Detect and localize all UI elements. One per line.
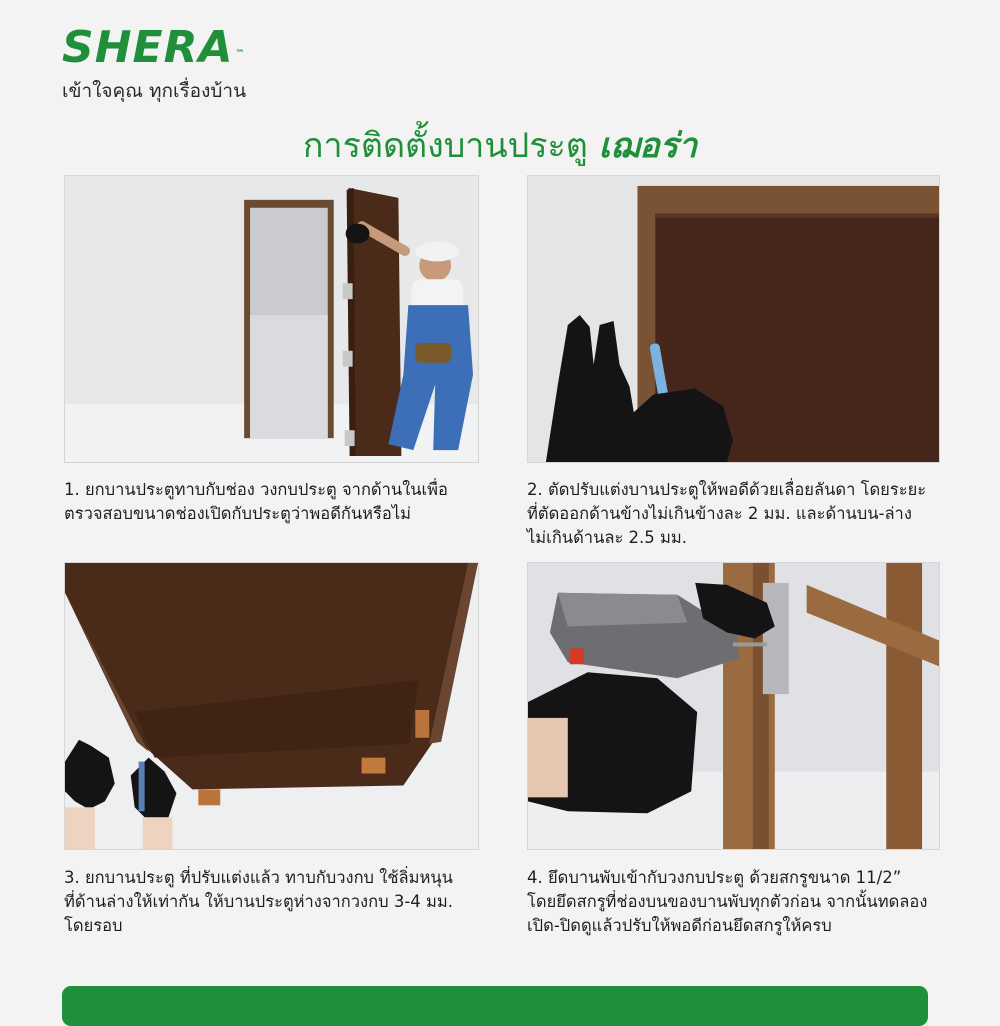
step-4-line-1: 4. ยึดบานพับเข้ากับวงกบประตู ด้วยสกรูขนาด 11/2” — [527, 868, 902, 887]
step-2-line-3: ไม่เกินด้านละ 2.5 มม. — [527, 528, 688, 547]
step-3-line-1: 3. ยกบานประตู ที่ปรับแต่งแล้ว ทาบกับวงกบ ใช้ลิ่มหนุน — [64, 868, 453, 887]
shera-logo — [62, 22, 246, 74]
trademark-mark: ™ — [235, 49, 246, 59]
brand-tagline: เข้าใจคุณ ทุกเรื่องบ้าน — [62, 80, 247, 102]
step-1-illustration — [64, 175, 479, 463]
step-2-line-1: 2. ตัดปรับแต่งบานประตูให้พอดีด้วยเลื่อยลันดา โดยระยะ — [527, 480, 927, 499]
step-3-caption — [64, 866, 484, 938]
step-3-line-3: โดยรอบ — [64, 916, 123, 935]
step-2-line-2: ที่ตัดออกด้านข้างไม่เกินข้างละ 2 มม. และด้านบน-ล่าง — [527, 504, 912, 523]
title-emphasis: เฌอร่า — [598, 126, 698, 166]
step-4-illustration — [527, 562, 940, 850]
step-1-line-1: 1. ยกบานประตูทาบกับช่อง วงกบประตู จากด้านในเพื่อ — [64, 480, 448, 499]
brand-header — [62, 22, 246, 106]
title-main: การติดตั้งบานประตู — [302, 126, 588, 166]
logo-text: SHERA — [62, 22, 234, 73]
step-2-caption — [527, 478, 947, 550]
step-2-illustration — [527, 175, 940, 463]
step-4-line-2: โดยยึดสกรูที่ช่องบนของบานพับทุกตัวก่อน จากนั้นทดลอง — [527, 892, 928, 911]
step-4-caption — [527, 866, 947, 938]
footer-bar — [62, 986, 928, 1026]
step-3-line-2: ที่ด้านล่างให้เท่ากัน ให้บานประตูห่างจากวงกบ 3-4 มม. — [64, 892, 454, 911]
page-title — [0, 122, 1000, 170]
step-4-line-3: เปิด-ปิดดูแล้วปรับให้พอดีก่อนยึดสกรูให้ครบ — [527, 916, 832, 935]
step-1-caption — [64, 478, 484, 526]
step-3-illustration — [64, 562, 479, 850]
step-1-line-2: ตรวจสอบขนาดช่องเปิดกับประตูว่าพอดีกันหรือไม่ — [64, 504, 411, 523]
